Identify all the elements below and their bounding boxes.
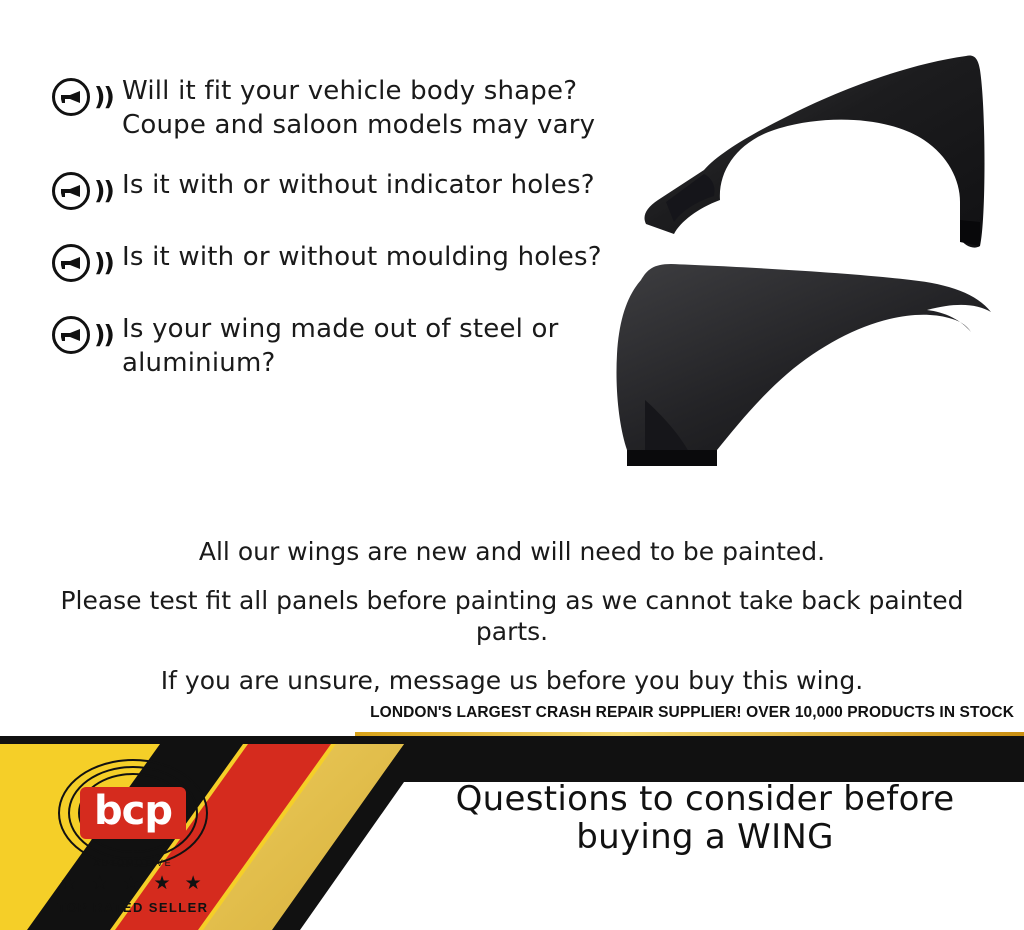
page-title-line-2: buying a WING [576, 817, 834, 857]
questions-list [52, 74, 632, 406]
list-item [52, 312, 632, 380]
bcp-logo [38, 754, 228, 924]
top-rated-seller-label: TOP RATED SELLER [57, 900, 209, 915]
horn-speaker-icon [52, 316, 122, 358]
horn-speaker-icon [52, 244, 122, 286]
logo-subtitle: AUTOMOTIVE [93, 858, 173, 868]
logo-rings [60, 760, 206, 866]
tagline-text: LONDON'S LARGEST CRASH REPAIR SUPPLIER! OVER 10,000 PRODUCTS IN STOCK [370, 704, 1014, 721]
page-title [400, 780, 1010, 856]
horn-speaker-icon [52, 78, 122, 120]
page-title-line-1: Questions to consider before [455, 779, 955, 819]
car-wing-fender-illustration-bottom [605, 250, 995, 480]
sound-wave-icon: )) [94, 320, 113, 349]
question-text: Is it with or without indicator holes? [122, 170, 595, 200]
note-line: If you are unsure, message us before you buy this wing. [160, 666, 864, 695]
note-line: Please test fit all panels before painting as we cannot take back painted parts. [60, 586, 964, 646]
sound-wave-icon: )) [94, 248, 113, 277]
question-text: Is your wing made out of steel or aluminium? [122, 314, 559, 378]
list-item [52, 74, 632, 142]
question-text: Is it with or without moulding holes? [122, 242, 602, 272]
logo-wordmark: bcp [80, 787, 186, 839]
rating-stars-icon: ★ ★ ★ ★ ★ [60, 872, 206, 894]
car-wing-fender-illustration-top [608, 50, 988, 260]
sound-wave-icon: )) [94, 176, 113, 205]
notes-block [0, 536, 1024, 714]
tagline-bar [0, 700, 1024, 736]
question-text: Will it fit your vehicle body shape? Coupe and saloon models may vary [122, 76, 596, 140]
list-item [52, 240, 632, 286]
note-line: All our wings are new and will need to be painted. [198, 537, 826, 566]
list-item [52, 168, 632, 214]
sound-wave-icon: )) [94, 82, 113, 111]
footer-banner [0, 736, 1024, 930]
horn-speaker-icon [52, 172, 122, 214]
